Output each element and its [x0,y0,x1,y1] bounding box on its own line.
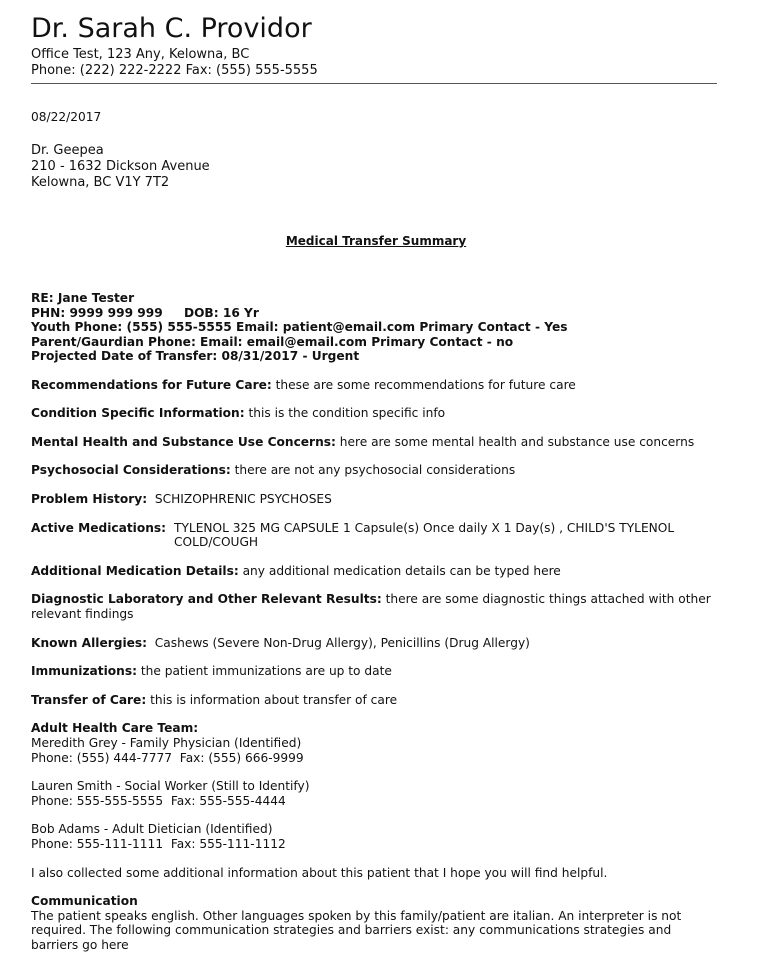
allergies-section [31,636,721,651]
recipient-name: Dr. Geepea [31,142,104,158]
care-team-section [31,721,721,851]
communication-section [31,894,721,952]
section-value: the patient immunizations are up to date [136,664,392,679]
section-label: Diagnostic Laboratory and Other Relevant Results: [31,592,382,607]
section-label: Active Medications: [31,520,167,535]
care-team-member [31,822,721,851]
section-label: Known Allergies: [31,635,148,650]
care-team-member [31,736,721,765]
communication-heading: Communication [31,894,138,909]
section-label: Transfer of Care: [31,692,147,707]
letter-page [31,14,721,953]
section-value: this is the condition specific info [244,406,446,421]
mental-health-section [31,435,721,450]
member-contact: Phone: 555-555-5555 Fax: 555-555-4444 [31,793,286,808]
patient-re: RE: Jane Tester [31,291,135,306]
projected-transfer: Projected Date of Transfer: 08/31/2017 - Urgent [31,349,360,364]
section-label: Mental Health and Substance Use Concerns: [31,434,336,449]
communication-text: The patient speaks english. Other languages spoken by this family/patient are italian. An interpreter is not required. The following communication strategies and barriers exist: any communications strategies and barriers go here [31,908,682,952]
section-label: Psychosocial Considerations: [31,463,231,478]
parent-phone: Parent/Gaurdian Phone: Email: email@email.com Primary Contact - no [31,334,514,349]
section-label: Immunizations: [31,664,137,679]
active-medications-section [31,521,721,550]
psychosocial-section [31,463,721,478]
section-value: TYLENOL 325 MG CAPSULE 1 Capsule(s) Once daily X 1 Day(s) , CHILD'S TYLENOL COLD/COUGH [174,520,675,550]
recipient-city: Kelowna, BC V1Y 7T2 [31,174,170,190]
section-value: this is information about transfer of care [146,692,398,707]
member-name: Lauren Smith - Social Worker (Still to Identify) [31,779,310,794]
member-contact: Phone: 555-111-1111 Fax: 555-111-1112 [31,836,286,851]
immunizations-section [31,664,721,679]
recipient-address [31,143,721,191]
youth-phone: Youth Phone: (555) 555-5555 Email: patient@email.com Primary Contact - Yes [31,320,568,335]
additional-medications-section [31,564,721,579]
section-value: any additional medication details can be typed here [238,563,561,578]
member-name: Bob Adams - Adult Dietician (Identified) [31,822,273,837]
section-value: there are not any psychosocial considerations [230,463,516,478]
member-contact: Phone: (555) 444-7777 Fax: (555) 666-9999 [31,750,304,765]
office-phone: Phone: (222) 222-2222 Fax: (555) 555-5555 [31,63,318,78]
care-team-list [31,736,721,852]
section-value: here are some mental health and substance use concerns [335,434,695,449]
section-value: SCHIZOPHRENIC PSYCHOSES [147,492,332,507]
member-name: Meredith Grey - Family Physician (Identified) [31,736,302,750]
letter-date: 08/22/2017 [31,110,102,124]
patient-info [31,291,721,364]
future-care-section [31,378,721,393]
section-value: Cashews (Severe Non-Drug Allergy), Penicillins (Drug Allergy) [147,635,530,650]
condition-section [31,406,721,421]
office-address: Office Test, 123 Any, Kelowna, BC [31,47,250,62]
section-value: these are some recommendations for future care [271,377,576,392]
header-divider [31,83,717,84]
section-label: Condition Specific Information: [31,406,245,421]
care-team-member [31,779,721,808]
section-label: Problem History: [31,492,148,507]
diagnostic-section [31,592,721,621]
transfer-of-care-section [31,693,721,708]
recipient-street: 210 - 1632 Dickson Avenue [31,158,210,174]
doctor-name: Dr. Sarah C. Providor [31,13,312,44]
section-label: Recommendations for Future Care: [31,377,272,392]
care-team-heading: Adult Health Care Team: [31,721,199,736]
section-value: there are some diagnostic things attached with other relevant findings [31,592,711,622]
patient-phn-dob: PHN: 9999 999 999 DOB: 16 Yr [31,305,259,320]
document-title: Medical Transfer Summary [285,233,467,248]
additional-info: I also collected some additional information about this patient that I hope you will find helpful. [31,865,608,880]
section-label: Additional Medication Details: [31,563,239,578]
problem-history-section [31,492,721,507]
